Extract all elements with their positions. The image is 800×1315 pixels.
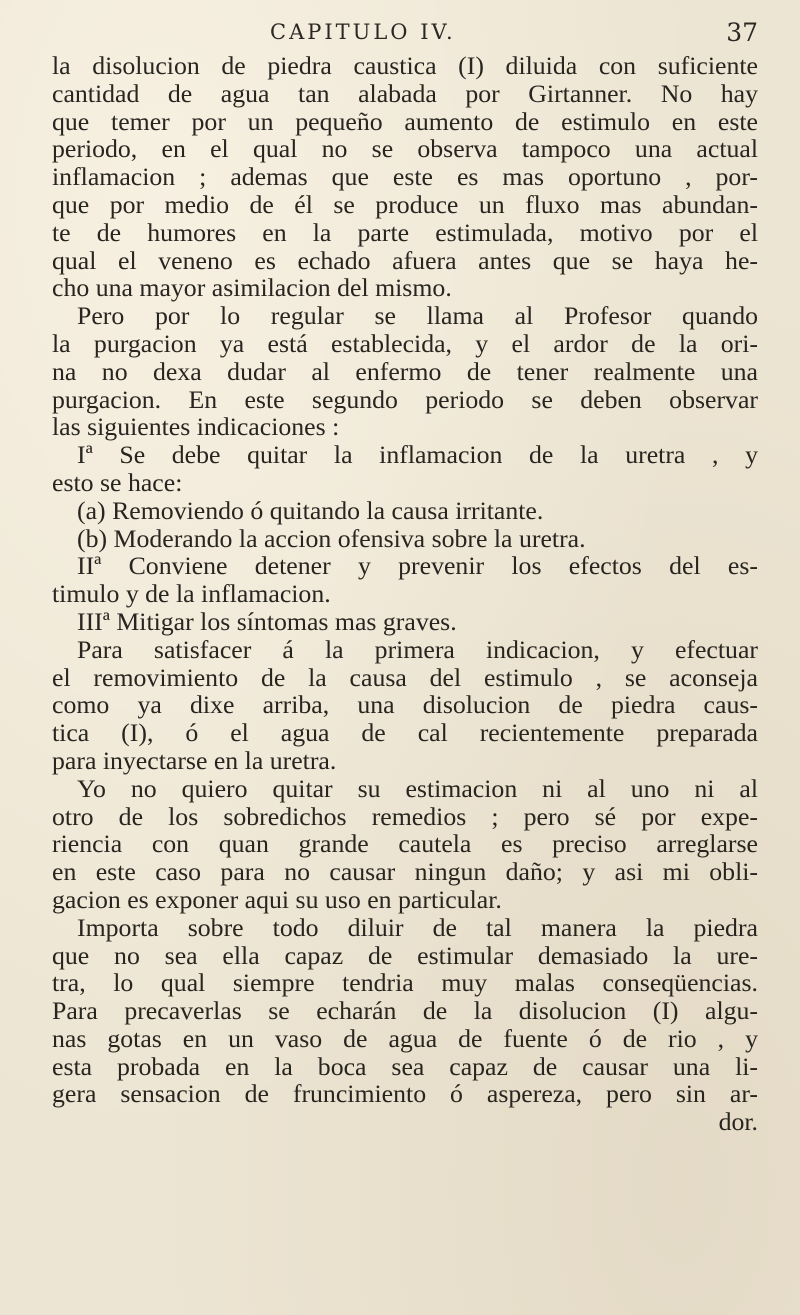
text-line: que por medio de él se produce un fluxo mas abundan- [52,189,758,219]
text-line: (a) Removiendo ó quitando la causa irritante. [77,495,544,525]
text-line: como ya dixe arriba, una disolucion de piedra caus- [52,690,758,720]
body-text [52,52,758,1136]
text-line: Importa sobre todo diluir de tal manera la piedra [77,912,758,942]
text-line: para inyectarse en la uretra. [52,745,337,775]
text-line: purgacion. En este segundo periodo se deben observar [52,384,758,414]
text-line: que no sea ella capaz de estimular demasiado la ure- [52,940,758,970]
text-line: que temer por un pequeño aumento de estimulo en este [52,106,758,136]
page-header [52,16,758,48]
text-line: tica (I), ó el agua de cal recientemente preparada [52,718,758,748]
text-line: IIIª Mitigar los síntomas mas graves. [77,606,457,636]
text-line: Yo no quiero quitar su estimacion ni al uno ni al [77,773,758,803]
text-line: esto se hace: [52,467,183,497]
text-line: dor. [718,1107,758,1137]
text-line: periodo, en el qual no se observa tampoco una actual [52,134,758,164]
text-line: en este caso para no causar ningun daño; y asi mi obli- [52,857,758,887]
text-line: Para precaverlas se echarán de la disolucion (I) algu- [52,996,758,1026]
text-line: Pero por lo regular se llama al Profesor quando [77,301,758,331]
text-line: la purgacion ya está establecida, y el ardor de la ori- [52,328,758,358]
text-line: gacion es exponer aqui su uso en particular. [52,884,502,914]
text-line: inflamacion ; ademas que este es mas oportuno , por- [52,162,758,192]
text-line: timulo y de la inflamacion. [52,579,331,609]
running-title: CAPITULO IV. [270,20,456,44]
text-line: Para satisfacer á la primera indicacion, y efectuar [77,634,758,664]
text-line: nas gotas en un vaso de agua de fuente ó de rio , y [52,1023,758,1053]
text-line: riencia con quan grande cautela es preciso arreglarse [52,829,758,859]
text-line: IIª Conviene detener y prevenir los efectos del es- [77,551,758,581]
page-number: 37 [726,18,758,47]
text-line: na no dexa dudar al enfermo de tener realmente una [52,356,758,386]
text-line: tra, lo qual siempre tendria muy malas conseqüencias. [52,968,758,998]
text-line: cho una mayor asimilacion del mismo. [52,273,452,303]
text-line: las siguientes indicaciones : [52,412,340,442]
text-line: gera sensacion de fruncimiento ó aspereza, pero sin ar- [52,1079,758,1109]
text-line: Iª Se debe quitar la inflamacion de la uretra , y [77,440,758,470]
text-line: cantidad de agua tan alabada por Girtanner. No hay [52,78,758,108]
text-line: (b) Moderando la accion ofensiva sobre la uretra. [77,523,586,553]
text-line: esta probada en la boca sea capaz de causar una li- [52,1051,758,1081]
text-line: otro de los sobredichos remedios ; pero sé por expe- [52,801,758,831]
text-line: qual el veneno es echado afuera antes que se haya he- [52,245,758,275]
text-line: el removimiento de la causa del estimulo , se aconseja [52,662,758,692]
text-line: te de humores en la parte estimulada, motivo por el [52,217,758,247]
text-line: la disolucion de piedra caustica (I) diluida con suficiente [52,51,758,80]
